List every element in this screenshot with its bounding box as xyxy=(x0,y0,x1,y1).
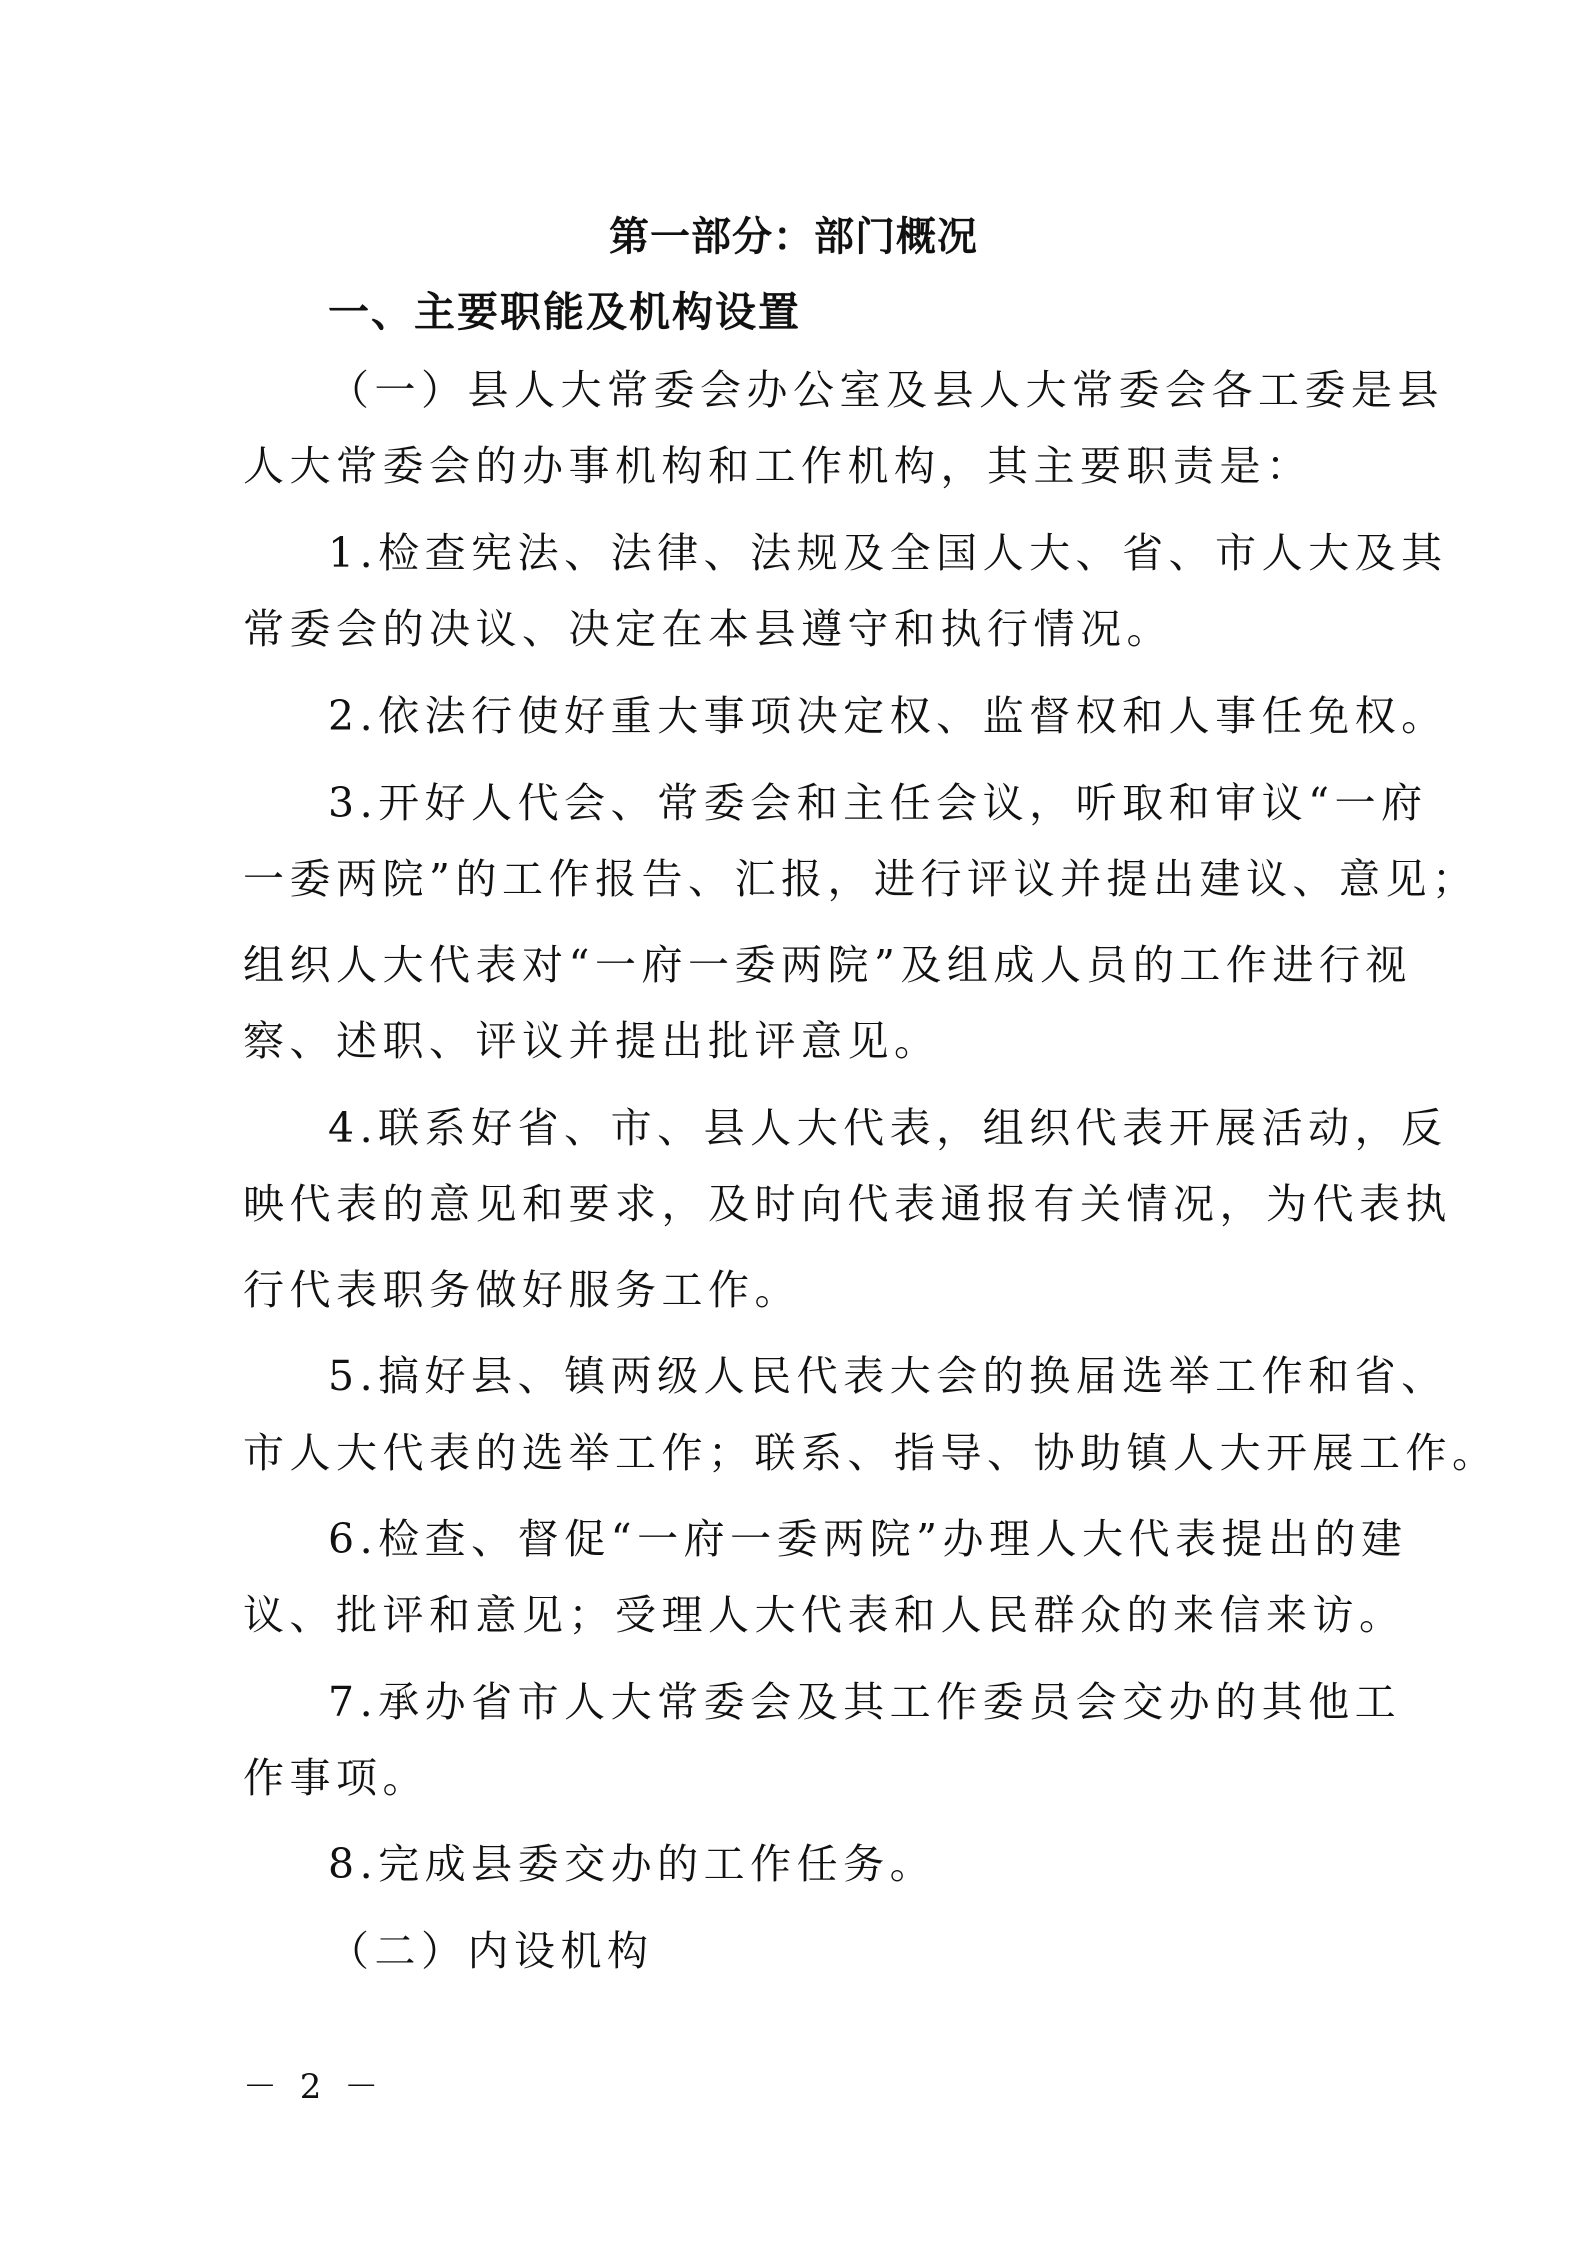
paragraph-line: （二）内设机构 xyxy=(328,1927,654,1975)
paragraph-line: 6.检查、督促“一府一委两院”办理人大代表提出的建 xyxy=(328,1515,1408,1563)
paragraph-line: 常委会的决议、决定在本县遵守和执行情况。 xyxy=(243,605,1173,653)
page-title: 第一部分：部门概况 xyxy=(609,214,978,260)
page-number: － 2 － xyxy=(243,2067,385,2107)
paragraph-line: 8.完成县委交办的工作任务。 xyxy=(328,1840,937,1888)
paragraph-line: 3.开好人代会、常委会和主任会议，听取和审议“一府 xyxy=(328,779,1428,827)
paragraph-line: 5.搞好县、镇两级人民代表大会的换届选举工作和省、 xyxy=(328,1352,1448,1400)
paragraph-line: 行代表职务做好服务工作。 xyxy=(243,1266,801,1314)
paragraph-line: 人大常委会的办事机构和工作机构，其主要职责是： xyxy=(243,442,1313,490)
paragraph-line: 一委两院”的工作报告、汇报，进行评议并提出建议、意见； xyxy=(243,855,1479,903)
paragraph-line: 2.依法行使好重大事项决定权、监督权和人事任免权。 xyxy=(328,692,1448,740)
paragraph-line: 组织人大代表对“一府一委两院”及组成人员的工作进行视 xyxy=(243,941,1412,989)
paragraph-line: （一）县人大常委会办公室及县人大常委会各工委是县 xyxy=(328,366,1444,414)
paragraph-line: 4.联系好省、市、县人大代表，组织代表开展活动，反 xyxy=(328,1104,1448,1152)
paragraph-line: 议、批评和意见；受理人大代表和人民群众的来信来访。 xyxy=(243,1591,1406,1639)
section-heading: 一、主要职能及机构设置 xyxy=(328,288,801,336)
paragraph-line: 察、述职、评议并提出批评意见。 xyxy=(243,1017,941,1065)
paragraph-line: 作事项。 xyxy=(243,1754,429,1802)
paragraph-line: 市人大代表的选举工作；联系、指导、协助镇人大开展工作。 xyxy=(243,1429,1499,1477)
paragraph-line: 1.检查宪法、法律、法规及全国人大、省、市人大及其 xyxy=(328,529,1448,577)
paragraph-line: 映代表的意见和要求，及时向代表通报有关情况，为代表执 xyxy=(243,1180,1452,1228)
paragraph-line: 7.承办省市人大常委会及其工作委员会交办的其他工 xyxy=(328,1678,1402,1726)
